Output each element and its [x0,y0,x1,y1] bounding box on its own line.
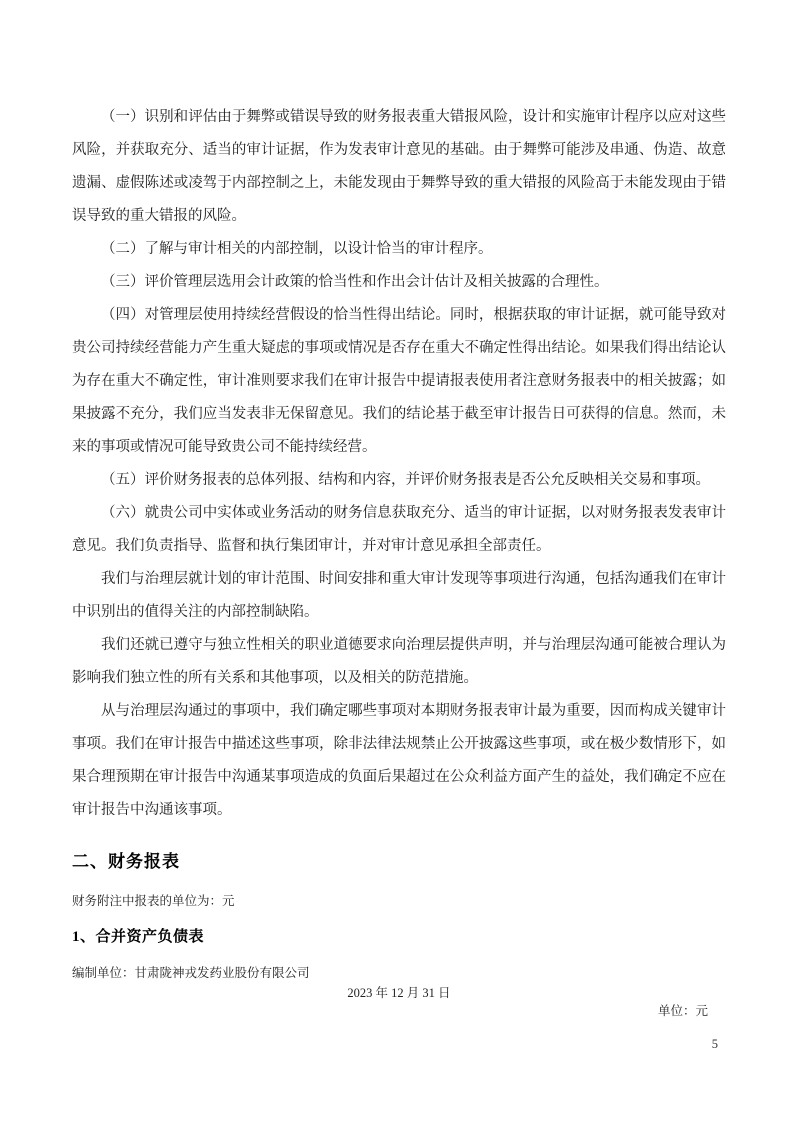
audit-paragraph-1: （一）识别和评估由于舞弊或错误导致的财务报表重大错报风险，设计和实施审计程序以应对这些风险，并获取充分、适当的审计证据，作为发表审计意见的基础。由于舞弊可能涉及串通、伪造、故意遗漏、虚假陈述或凌驾于内部控制之上，未能发现由于舞弊导致的重大错报的风险高于未能发现由于错误导致的重大错报的风险。 [72,109,726,224]
subheading-consolidated-balance-sheet: 1、合并资产负债表 [72,929,205,945]
audit-paragraph-2: （二）了解与审计相关的内部控制，以设计恰当的审计程序。 [101,241,493,257]
unit-label-line: 单位：元 [657,1004,708,1018]
audit-paragraph-7: 我们与治理层就计划的审计范围、时间安排和重大审计发现等事项进行沟通，包括沟通我们在审计中识别出的值得关注的内部控制缺陷。 [72,571,726,620]
statement-unit-note: 财务附注中报表的单位为：元 [72,894,235,908]
audit-paragraph-6: （六）就贵公司中实体或业务活动的财务信息获取充分、适当的审计证据，以对财务报表发表审计意见。我们负责指导、监督和执行集团审计，并对审计意见承担全部责任。 [72,505,726,554]
audit-paragraph-4: （四）对管理层使用持续经营假设的恰当性得出结论。同时，根据获取的审计证据，就可能导致对贵公司持续经营能力产生重大疑虑的事项或情况是否存在重大不确定性得出结论。如果我们得出结论认为存在重大不确定性，审计准则要求我们在审计报告中提请报表使用者注意财务报表中的相关披露；如果披露不充分，我们应当发表非无保留意见。我们的结论基于截至审计报告日可获得的信息。然而，未来的事项或情况可能导致贵公司不能持续经营。 [72,307,726,455]
page-number: 5 [711,1037,718,1051]
auditor-responsibility-section [72,101,726,827]
section-heading-financial-statements: 二、财务报表 [72,852,180,871]
audit-paragraph-3: （三）评价管理层选用会计政策的恰当性和作出会计估计及相关披露的合理性。 [101,274,609,290]
audit-paragraph-5: （五）评价财务报表的总体列报、结构和内容，并评价财务报表是否公允反映相关交易和事项。 [101,472,710,488]
audit-paragraph-9: 从与治理层沟通过的事项中，我们确定哪些事项对本期财务报表审计最为重要，因而构成关键审计事项。我们在审计报告中描述这些事项，除非法律法规禁止公开披露这些事项，或在极少数情形下，如果合理预期在审计报告中沟通某事项造成的负面后果超过在公众利益方面产生的益处，我们确定不应在审计报告中沟通该事项。 [72,703,726,818]
statement-date-line: 2023 年 12 月 31 日 [347,986,451,1000]
audit-paragraph-8: 我们还就已遵守与独立性相关的职业道德要求向治理层提供声明，并与治理层沟通可能被合理认为影响我们独立性的所有关系和其他事项，以及相关的防范措施。 [72,637,726,686]
prepared-by-line: 编制单位：甘肃陇神戎发药业股份有限公司 [72,966,310,980]
